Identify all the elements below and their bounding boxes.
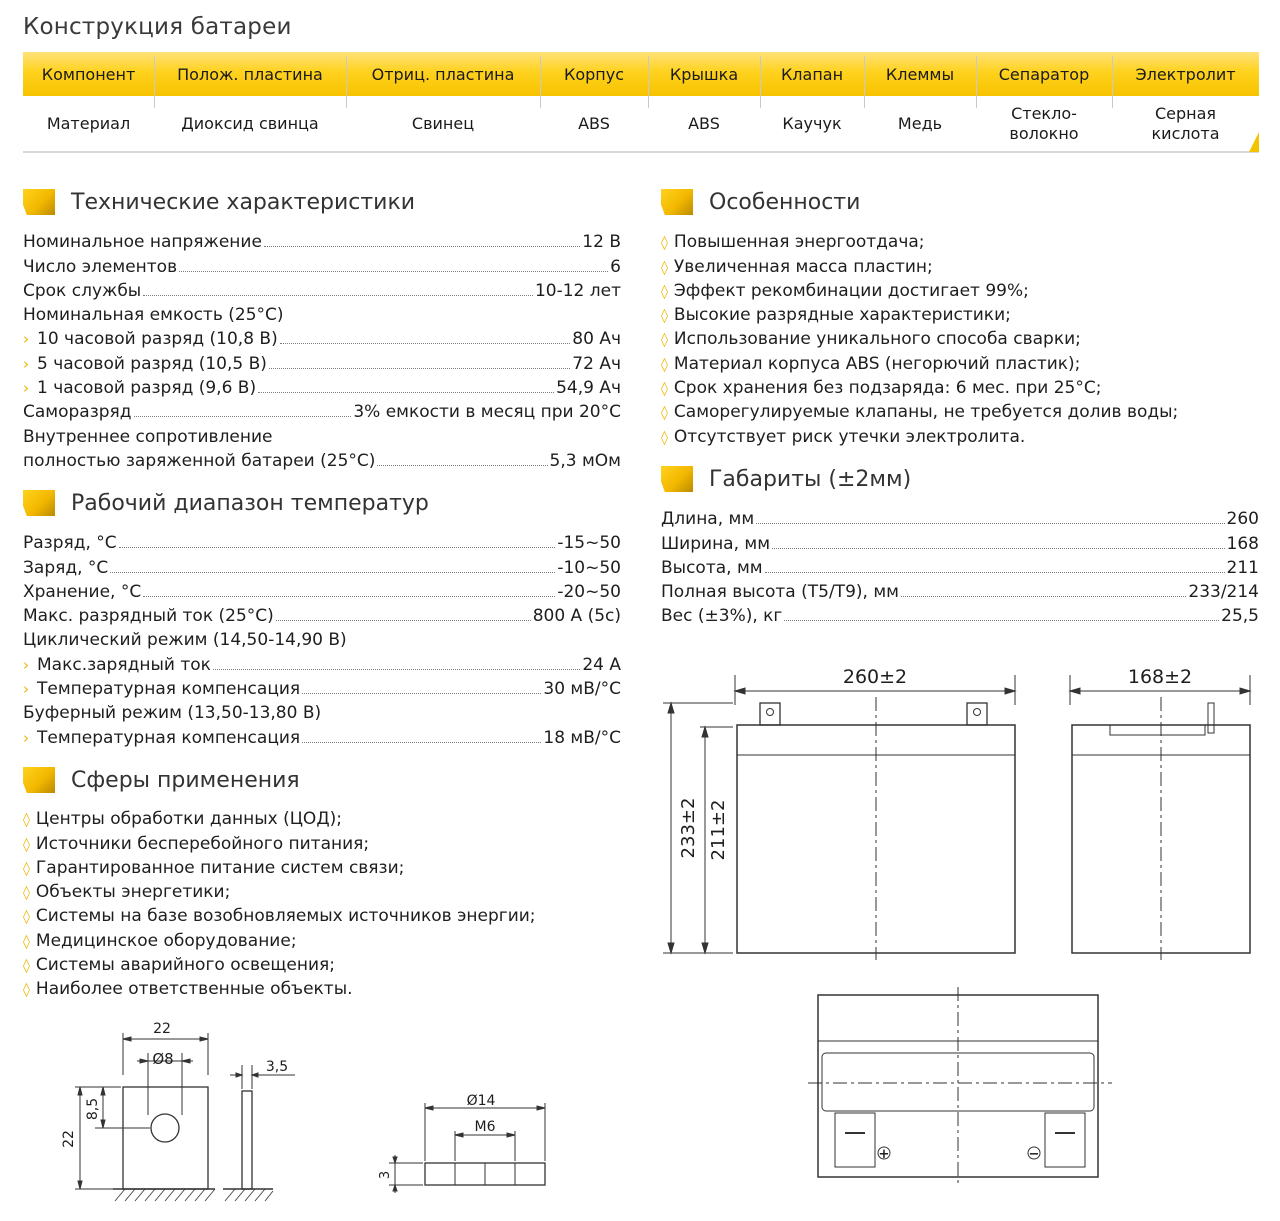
list-item-text: Повышенная энергоотдача; — [673, 232, 925, 253]
diamond-bullet-icon: ◊ — [23, 860, 30, 877]
table-cell-line: Материал — [46, 114, 131, 133]
spec-value: 3% емкости в месяц при 20°С — [353, 402, 621, 423]
diamond-bullet-icon: ◊ — [23, 812, 30, 829]
diamond-bullet-icon: ◊ — [23, 836, 30, 853]
list-item — [23, 926, 623, 950]
diamond-bullet-icon: ◊ — [23, 885, 30, 902]
table-column-separator — [864, 56, 865, 108]
list-item — [23, 951, 623, 975]
dotted-leader — [134, 416, 352, 417]
spec-value: 260 — [1226, 509, 1259, 530]
list-item — [661, 398, 1261, 422]
width-dimension: 168±2 — [1127, 666, 1193, 688]
spec-label: Ширина, мм — [661, 533, 771, 554]
spec-value: 233/214 — [1188, 582, 1259, 603]
table-header-cell: Компонент — [41, 64, 136, 84]
spec-label: Разряд, °С — [23, 533, 117, 554]
list-item-text: Медицинское оборудование; — [35, 930, 297, 951]
nut-drawing — [375, 1085, 565, 1195]
diamond-bullet-icon: ◊ — [661, 259, 668, 276]
dotted-leader — [302, 693, 541, 694]
spec-value: -10~50 — [557, 557, 621, 578]
spec-row — [23, 277, 621, 301]
table-column-separator — [1112, 56, 1113, 108]
list-item-text: Высокие разрядные характеристики; — [673, 305, 1011, 326]
table-cell — [976, 96, 1112, 152]
spec-row — [23, 228, 621, 252]
spec-row — [23, 447, 621, 471]
section-marker-icon — [23, 189, 55, 215]
dotted-leader — [110, 572, 555, 573]
spec-row — [23, 422, 621, 446]
list-item — [23, 805, 623, 829]
spec-row — [23, 325, 621, 349]
spec-row — [23, 349, 621, 373]
list-item-text: Отсутствует риск утечки электролита. — [673, 426, 1026, 447]
list-item-text: Системы аварийного освещения; — [35, 955, 336, 976]
dotted-leader — [276, 620, 531, 621]
list-item-text: Наиболее ответственные объекты. — [35, 979, 353, 1000]
dotted-leader — [901, 596, 1186, 597]
list-item-text: Увеличенная масса пластин; — [673, 256, 933, 277]
dotted-leader — [377, 465, 547, 466]
list-item — [661, 374, 1261, 398]
spec-row — [661, 602, 1259, 626]
diamond-bullet-icon: ◊ — [23, 958, 30, 975]
table-cell-line: Диоксид свинца — [181, 114, 319, 133]
list-item — [661, 301, 1261, 325]
spec-value: 18 мВ/°С — [543, 727, 621, 748]
dotted-leader — [258, 392, 554, 393]
diamond-bullet-icon: ◊ — [661, 381, 668, 398]
table-column-separator — [540, 56, 541, 108]
battery-front-drawing — [655, 655, 1035, 965]
tech-spec-list — [23, 228, 621, 471]
dotted-leader — [280, 343, 571, 344]
table-cell — [23, 96, 154, 152]
dotted-leader — [213, 669, 580, 670]
table-header-cell: Клеммы — [885, 64, 955, 84]
table-header-cell: Полож. пластина — [177, 64, 323, 84]
nut-thread-label: M6 — [474, 1119, 496, 1135]
spec-label: Буферный режим (13,50-13,80 В) — [23, 703, 322, 724]
spec-label: 1 часовой разряд (9,6 В) — [37, 378, 257, 399]
spec-label: Заряд, °С — [23, 557, 109, 578]
table-header-cell: Отриц. пластина — [371, 64, 515, 84]
table-column-separator — [648, 56, 649, 108]
chevron-right-icon: › — [23, 680, 29, 699]
spec-value: 54,9 Ач — [556, 378, 621, 399]
spec-row — [23, 301, 621, 325]
diamond-bullet-icon: ◊ — [661, 405, 668, 422]
dotted-leader — [784, 620, 1219, 621]
table-header-cell: Клапан — [780, 64, 844, 84]
terminal-drawing — [55, 1015, 315, 1210]
dotted-leader — [269, 368, 570, 369]
list-item-text: Гарантированное питание систем связи; — [35, 857, 405, 878]
table-corner-accent — [1249, 132, 1259, 152]
spec-value: 5,3 мОм — [549, 450, 621, 471]
table-cell-line: кислота — [1151, 124, 1220, 143]
spec-label: Длина, мм — [661, 509, 755, 530]
dims-title: Габариты (±2мм) — [709, 466, 912, 492]
dims-spec-list — [661, 505, 1259, 626]
spec-label: Температурная компенсация — [37, 727, 301, 748]
list-item-text: Центры обработки данных (ЦОД); — [35, 809, 342, 830]
nut-height-label: 3 — [378, 1170, 393, 1180]
table-column-separator — [976, 56, 977, 108]
diamond-bullet-icon: ◊ — [661, 429, 668, 446]
dotted-leader — [119, 547, 556, 548]
features-list — [661, 228, 1261, 447]
tech-heading — [23, 187, 415, 217]
table-cell — [864, 96, 976, 152]
spec-row — [23, 374, 621, 398]
list-item-text: Эффект рекомбинации достигает 99%; — [673, 280, 1029, 301]
terminal-hole-offset-label: 8,5 — [85, 1097, 101, 1121]
spec-row — [23, 723, 621, 747]
spec-label: Хранение, °С — [23, 581, 142, 602]
spec-label: Саморазряд — [23, 402, 132, 423]
spec-label: полностью заряженной батареи (25°С) — [23, 450, 376, 471]
dotted-leader — [765, 572, 1225, 573]
negative-terminal-icon: − — [1028, 1147, 1040, 1162]
spec-row — [23, 602, 621, 626]
chevron-right-icon: › — [23, 379, 29, 398]
list-item — [661, 228, 1261, 252]
spec-row — [661, 554, 1259, 578]
spec-row — [23, 626, 621, 650]
table-header-cell: Сепаратор — [998, 64, 1090, 84]
spec-label: Номинальная емкость (25°С) — [23, 305, 284, 326]
dotted-leader — [143, 596, 555, 597]
diamond-bullet-icon: ◊ — [661, 356, 668, 373]
dotted-leader — [264, 246, 580, 247]
spec-value: 10-12 лет — [534, 280, 621, 301]
list-item — [23, 829, 623, 853]
spec-row — [661, 505, 1259, 529]
table-column-separator — [154, 56, 155, 108]
spec-value: 25,5 — [1221, 606, 1259, 627]
dotted-leader — [302, 742, 541, 743]
table-cell — [346, 96, 540, 152]
list-item-text: Саморегулируемые клапаны, не требуется долив воды; — [673, 402, 1179, 423]
features-title: Особенности — [709, 189, 861, 215]
table-divider — [23, 151, 1259, 153]
spec-label: 5 часовой разряд (10,5 В) — [37, 353, 267, 374]
table-column-separator — [346, 56, 347, 108]
table-cell-line: Стекло- — [1011, 104, 1077, 123]
table-column-separator — [760, 56, 761, 108]
construction-table — [23, 52, 1259, 152]
spec-row — [23, 650, 621, 674]
page-title: Конструкция батареи — [23, 14, 292, 40]
temp-spec-list — [23, 529, 621, 748]
apps-list — [23, 805, 623, 999]
spec-row — [23, 553, 621, 577]
tech-title: Технические характеристики — [71, 189, 416, 215]
section-marker-icon — [23, 490, 55, 516]
terminal-hole-label: Ø8 — [152, 1050, 174, 1068]
spec-row — [23, 398, 621, 422]
apps-title: Сферы применения — [71, 767, 300, 793]
spec-label: Число элементов — [23, 256, 178, 277]
spec-value: 72 Ач — [572, 353, 621, 374]
spec-row — [23, 675, 621, 699]
list-item-text: Материал корпуса ABS (негорючий пластик); — [673, 353, 1081, 374]
dotted-leader — [179, 271, 608, 272]
table-cell — [760, 96, 864, 152]
list-item — [23, 854, 623, 878]
spec-label: Макс.зарядный ток — [37, 654, 211, 675]
list-item — [23, 902, 623, 926]
diamond-bullet-icon: ◊ — [661, 283, 668, 300]
spec-row — [23, 578, 621, 602]
dims-heading — [661, 464, 911, 494]
table-cell-line: Медь — [897, 114, 943, 133]
spec-label: Температурная компенсация — [37, 679, 301, 700]
apps-heading — [23, 765, 300, 795]
dotted-leader — [143, 295, 533, 296]
table-cell-line: волокно — [1009, 124, 1079, 143]
spec-value: -20~50 — [557, 581, 621, 602]
diamond-bullet-icon: ◊ — [661, 332, 668, 349]
battery-side-drawing — [1060, 655, 1260, 965]
nut-diameter-label: Ø14 — [466, 1093, 496, 1109]
spec-value: 800 А (5с) — [532, 606, 621, 627]
positive-terminal-icon: + — [878, 1147, 890, 1162]
spec-value: 12 В — [582, 232, 621, 253]
spec-label: Срок службы — [23, 280, 142, 301]
table-cell — [648, 96, 760, 152]
section-marker-icon — [661, 189, 693, 215]
features-heading — [661, 187, 860, 217]
section-marker-icon — [23, 767, 55, 793]
spec-row — [23, 699, 621, 723]
battery-top-drawing — [800, 985, 1120, 1185]
diamond-bullet-icon: ◊ — [23, 909, 30, 926]
temp-heading — [23, 488, 429, 518]
table-cell — [540, 96, 648, 152]
spec-value: 211 — [1226, 557, 1259, 578]
spec-label: 10 часовой разряд (10,8 В) — [37, 329, 278, 350]
terminal-height-label: 22 — [61, 1130, 77, 1148]
table-header-cell: Крышка — [669, 64, 739, 84]
diamond-bullet-icon: ◊ — [661, 235, 668, 252]
length-dimension: 260±2 — [842, 666, 908, 688]
diamond-bullet-icon: ◊ — [23, 982, 30, 999]
table-header-cell: Корпус — [563, 64, 625, 84]
height-dimension: 211±2 — [708, 799, 729, 861]
spec-row — [23, 529, 621, 553]
spec-value: 6 — [610, 256, 621, 277]
spec-label: Внутреннее сопротивление — [23, 426, 273, 447]
table-cell-line: Каучук — [782, 114, 842, 133]
table-cell-line: Свинец — [411, 114, 475, 133]
chevron-right-icon: › — [23, 354, 29, 373]
list-item — [23, 878, 623, 902]
table-header-cell: Электролит — [1135, 64, 1236, 84]
section-marker-icon — [661, 466, 693, 492]
list-item-text: Использование уникального способа сварки; — [673, 329, 1081, 350]
list-item — [661, 252, 1261, 276]
spec-row — [661, 529, 1259, 553]
table-cell-line: ABS — [688, 114, 720, 133]
spec-label: Высота, мм — [661, 557, 763, 578]
spec-value: -15~50 — [557, 533, 621, 554]
dotted-leader — [756, 523, 1224, 524]
spec-value: 80 Ач — [572, 329, 621, 350]
diamond-bullet-icon: ◊ — [23, 933, 30, 950]
list-item-text: Источники бесперебойного питания; — [35, 833, 370, 854]
list-item — [661, 422, 1261, 446]
dotted-leader — [772, 548, 1224, 549]
temp-title: Рабочий диапазон температур — [71, 490, 429, 516]
table-cell-line: Серная — [1154, 104, 1217, 123]
spec-label: Циклический режим (14,50-14,90 В) — [23, 630, 347, 651]
list-item — [661, 277, 1261, 301]
terminal-thickness-label: 3,5 — [265, 1059, 289, 1075]
spec-label: Макс. разрядный ток (25°С) — [23, 606, 274, 627]
list-item — [661, 349, 1261, 373]
table-cell — [154, 96, 346, 152]
list-item-text: Срок хранения без подзаряда: 6 мес. при 25°С; — [673, 378, 1102, 399]
diamond-bullet-icon: ◊ — [661, 308, 668, 325]
list-item — [661, 325, 1261, 349]
terminal-width-label: 22 — [153, 1021, 171, 1037]
spec-label: Номинальное напряжение — [23, 232, 262, 253]
table-cell-line: ABS — [578, 114, 610, 133]
spec-label: Вес (±3%), кг — [661, 606, 783, 627]
list-item — [23, 975, 623, 999]
chevron-right-icon: › — [23, 330, 29, 349]
table-cell — [1112, 96, 1259, 152]
list-item-text: Системы на базе возобновляемых источников энергии; — [35, 906, 536, 927]
list-item-text: Объекты энергетики; — [35, 882, 231, 903]
full-height-dimension: 233±2 — [678, 797, 699, 859]
spec-value: 24 А — [582, 654, 621, 675]
spec-row — [661, 578, 1259, 602]
spec-value: 168 — [1226, 533, 1259, 554]
spec-label: Полная высота (Т5/Т9), мм — [661, 582, 899, 603]
chevron-right-icon: › — [23, 728, 29, 747]
spec-value: 30 мВ/°С — [543, 679, 621, 700]
spec-row — [23, 252, 621, 276]
chevron-right-icon: › — [23, 655, 29, 674]
